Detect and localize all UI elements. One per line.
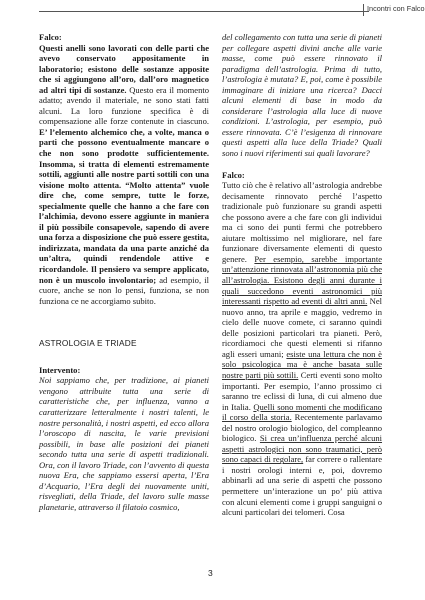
speaker-label: Falco: [39,32,62,42]
normal-passage: Questo era il momento adatto; avendo il materiale, ne sono stati fatti alcuni. La loro funzione specifica è di compensazione alle forze contenute in ciascuno. [39,84,209,127]
bold-passage: Questi anelli sono lavorati con delle parti che avevo conservato appositamente in laboratorio; esistono delle sostanze apposite che si aggiungono all’oro, dall’oro magnetico ad altri tipi di sostanze. [39,42,209,95]
paragraph-gap [222,159,382,170]
speaker-label: Intervento: [39,364,81,375]
question-paragraph: Noi sappiamo che, per tradizione, ai pianeti vengono attribuite tutta una serie di caratteristiche che, per influenza, vanno a caratterizzare letteralmente i nostri talenti, le nostre personalità, i nostri aspetti, ed ecco allora l’oroscopo di nascita, le varie previsioni possibili, in base alle posizioni dei pianeti secondo tutta una serie di aspetti tradizionali. Ora, con il lavoro Triade, con l’avvento di questa nuova Era, che sappiamo essersi aperta, l’Era d’Acquario, l’Era degli dei nuovamente uniti, risvegliati, della Triade, del lavoro sulle masse planetarie, attraverso il filatoio cosmico, [39,375,209,512]
header-separator [363,4,364,16]
running-header-title: Incontri con Falco [367,4,425,13]
highlighted-passage: Per esempio, sarebbe importante un’attenzione rinnovata all’astronomia più che all’astrologia. Esistono degli anni durante i quali succedono eventi astronomici più interessanti rispetto ad eventi di altri anni. [222,253,382,307]
question-paragraph-continued: del collegamento con tutta una serie di pianeti per collegare aspetti divini anche alle varie masse, come può essere rinnovato il paradigma dell’astrologia. Prima di tutto, l’astrologia è mutata? E, poi, come è possibile immaginare di iniziare una ricerca? Dacci alcuni elementi di base in modo da considerare l’astrologia alla luce di nuove condizioni. L’astrologia, per esempio, può essere rinnovata. C’è l’esigenza di rinnovare questi aspetti alla luce della Triade? Quali sono i nuovi riferimenti sui quali lavorare? [222,32,382,159]
right-column [222,32,382,518]
body-text: Certi eventi sono molto importanti. Per esempio, l’anno prossimo ci saranno tre eclissi di luna, di cui almeno due in Italia. [222,369,382,412]
body-text: far correre o rallentare i nostri orologi interni e, poi, dovremo abbinarli ad una serie di aspetti che possono permettere un’interazione un po’ più attiva con alcuni elementi come i gruppi sanguigni o alcuni particolari dei telomeri. Cosa [222,454,382,518]
bold-passage: E’ l’elemento alchemico che, a volte, manca o parti che possono eventualmente mancare o che non sono prodotte sufficientemente. Insomma, si tratta di elementi estremamente sottili, aggiunti alle nostre parti sottili con una visione molto attenta. “Molto attenta” vuole dire che, come sempre, tutte le forze, specialmente quelle che hanno a che fare con l’alchimia, devono essere aggiunte in maniera il più possibile consapevole, sapendo di avere una forza a disposizione che può essere gestita, indirizzata, mandata da una parte anziché da un’altra, quindi rendendole attive e ricordandole. Il pensiero va sempre applicato, non è un muscolo involontario; [39,126,209,285]
normal-passage: ad esempio, il cuore, anche se non lo pensi, funziona, se non funziona ce ne accorgiamo subito. [39,274,209,306]
speaker-label: Falco: [222,169,245,180]
highlighted-passage: Quelli sono momenti che modificano il corso della storia. [222,401,382,423]
body-text: Recentemente parlavamo del nostro orologio biologico, del compleanno biologico. [222,412,382,444]
highlighted-passage: Si crea un’influenza perché alcuni aspetti astrologici non sono traumatici, però sono capaci di regolare, [222,433,383,465]
section-heading: ASTROLOGIA E TRIADE [39,338,137,349]
body-text: Tutto ciò che è relativo all’astrologia andrebbe decisamente rinnovato perché l’aspetto tradizionale può funzionare su grandi aspetti che possono avere a che fare con gli individui ma ci sono dei punti fermi che potrebbero aiutare moltissimo nel migliorare, nel fare funzionare diversamente elementi di questo genere. [222,180,382,264]
body-text: Nel nuovo anno, tra aprile e maggio, vedremo in cielo delle nuove comete, ci saranno quindi delle posizioni particolari tra pianeti. Però, ricordiamoci che questi elementi si rifanno agli esseri umani; [222,296,382,359]
falco-answer-paragraph [39,43,209,307]
falco-answer-paragraph [222,180,382,518]
header-rule [39,11,369,12]
left-column [39,32,209,512]
highlighted-passage: esiste una lettura che non è solo psicologica ma è anche basata sulle nostre parti più sottili. [222,348,382,380]
page-number: 3 [208,568,213,578]
